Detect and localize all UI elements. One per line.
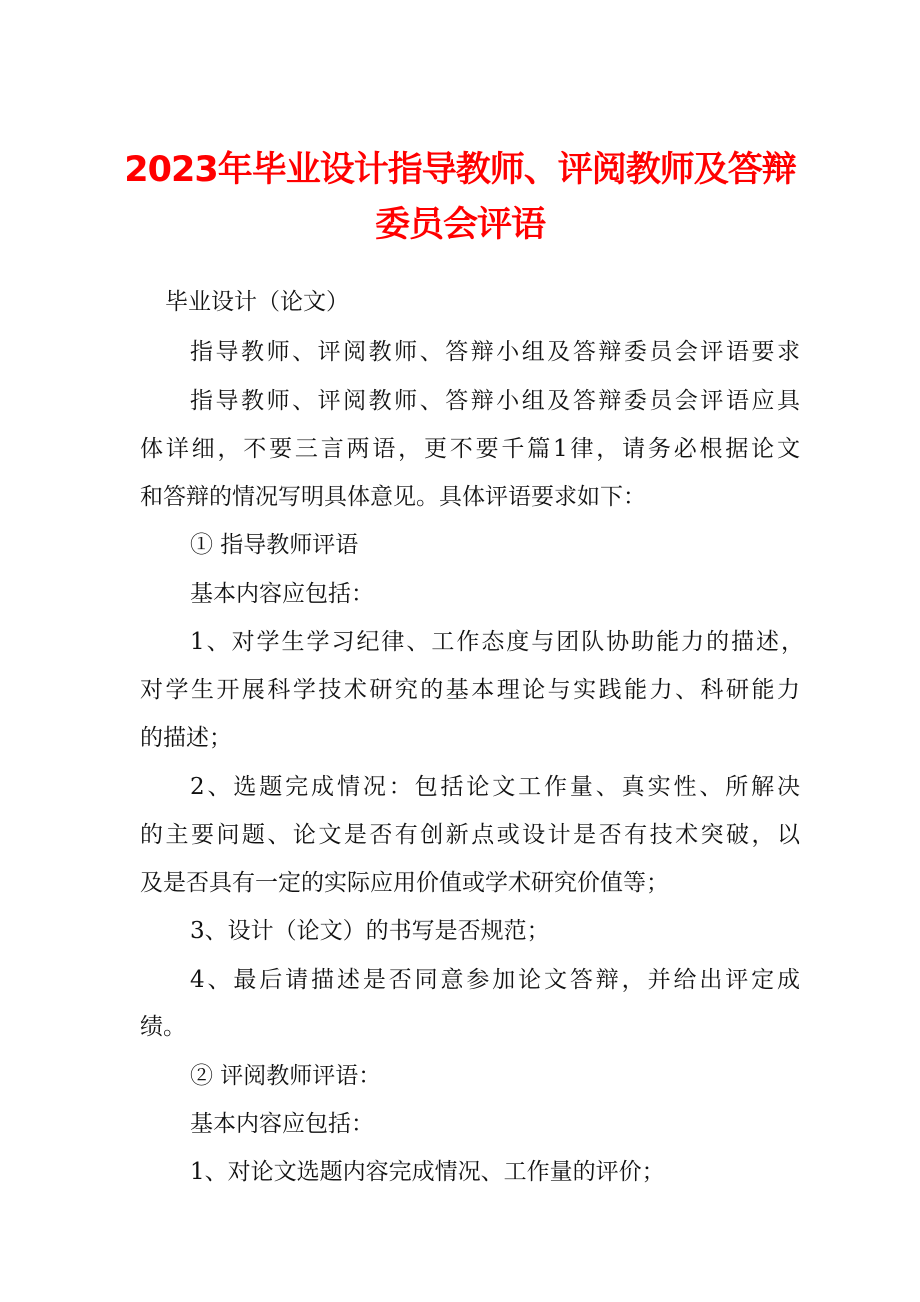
subheading: ② 评阅教师评语： xyxy=(190,1063,382,1089)
title-line-2: 委员会评语 xyxy=(374,205,545,245)
paragraph-line: 3、设计（论文）的书写是否规范； xyxy=(190,918,550,944)
paragraph-line: 基本内容应包括： xyxy=(190,1111,374,1137)
paragraph-line: 指导教师、评阅教师、答辩小组及答辩委员会评语要求 xyxy=(190,339,800,365)
paragraph-line: 及是否具有一定的实际应用价值或学术研究价值等； xyxy=(140,870,669,896)
paragraph-line: 2、选题完成情况：包括论文工作量、真实性、所解决 xyxy=(190,774,800,800)
paragraph-line: 指导教师、评阅教师、答辩小组及答辩委员会评语应具 xyxy=(190,388,800,414)
paragraph-line: 1、对学生学习纪律、工作态度与团队协助能力的描述， xyxy=(190,629,804,655)
paragraph-line: 的主要问题、论文是否有创新点或设计是否有技术突破，以 xyxy=(140,822,800,848)
paragraph-line: 1、对论文选题内容完成情况、工作量的评价； xyxy=(190,1159,665,1185)
paragraph-line: 和答辩的情况写明具体意见。具体评语要求如下： xyxy=(140,484,646,510)
paragraph-line: 绩。 xyxy=(140,1014,186,1040)
section-heading: 毕业设计（论文） xyxy=(165,289,349,315)
paragraph-line: 的描述； xyxy=(140,725,232,751)
title-line-1: 2023年毕业设计指导教师、评阅教师及答辩 xyxy=(124,150,796,190)
paragraph-line: 4、最后请描述是否同意参加论文答辩，并给出评定成 xyxy=(190,967,800,993)
paragraph-line: 基本内容应包括： xyxy=(190,581,374,607)
paragraph-line: 对学生开展科学技术研究的基本理论与实践能力、科研能力 xyxy=(140,677,800,703)
subheading: ① 指导教师评语 xyxy=(190,532,359,558)
paragraph-line: 体详细，不要三言两语，更不要千篇1律，请务必根据论文 xyxy=(140,436,800,462)
